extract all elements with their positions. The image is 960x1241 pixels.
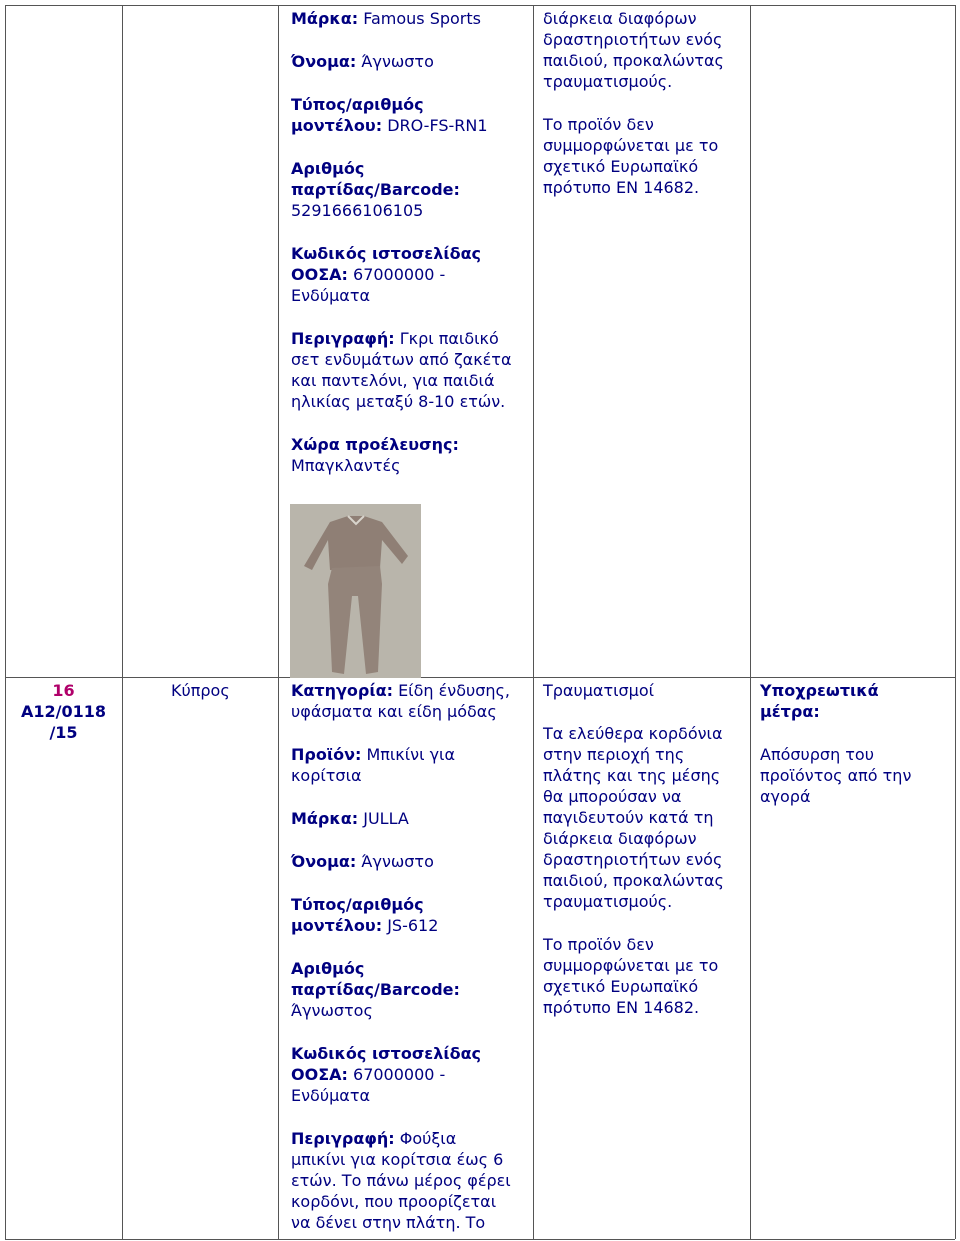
table-border-left <box>5 5 6 1239</box>
nonconformity-line: σχετικό Ευρωπαϊκό <box>543 977 699 996</box>
row2-country <box>171 680 271 701</box>
alert-number: 16 <box>52 681 75 700</box>
risk-line: δραστηριοτήτων ενός <box>543 30 723 49</box>
risk-line: Τα ελεύθερα κορδόνια <box>543 724 723 743</box>
product-photo <box>290 504 421 678</box>
table-row-divider <box>5 677 955 678</box>
table-column-divider <box>122 5 123 1239</box>
row2-product-details: Κατηγορία: Είδη ένδυσης, υφάσματα και είδη μόδας Προϊόν: Μπικίνι για κορίτσια Μάρκα: JULLA Όνομα: Άγνωστο Τύπος/αριθμός μοντέλου: JS-612 Αριθμός παρτίδας/Barcode: Άγνωστος Κωδικός ιστοσελίδας ΟΟΣΑ: 67000000 - Ενδύματα Περιγραφή: Φούξια μπικίνι για κορίτσια έως 6 ετών. Το πάνω μέρος φέρει κορδόνι, που προορίζεται να δένει στην πλάτη. Το <box>291 681 511 1232</box>
measures-label: μέτρα: <box>760 702 820 721</box>
measures-line: προϊόντος από την <box>760 766 912 785</box>
risk-line: θα μπορούσαν να <box>543 787 682 806</box>
row1-risk <box>543 8 743 198</box>
table-column-divider <box>750 5 751 1239</box>
table-column-divider <box>278 5 279 1239</box>
alert-reference: /15 <box>49 723 78 742</box>
risk-line: παιδιού, προκαλώντας <box>543 51 724 70</box>
alert-reference: A12/0118 <box>20 702 107 721</box>
clothing-set-image <box>290 504 421 678</box>
row1-product-details: Μάρκα: Famous Sports Όνομα: Άγνωστο Τύπος/αριθμός μοντέλου: DRO-FS-RN1 Αριθμός παρτίδας/Barcode: 5291666106105 Κωδικός ιστοσελίδας ΟΟΣΑ: 67000000 - Ενδύματα Περιγραφή: Γκρι παιδικό σετ ενδυμάτων από ζακέτα και παντελόνι, για παιδιά ηλικίας μεταξύ 8-10 ετών. Χώρα προέλευσης: Μπαγκλαντές <box>291 9 512 475</box>
row2-measures <box>760 680 950 807</box>
measures-label: Υποχρεωτικά <box>760 681 879 700</box>
row2-risk <box>543 680 743 1018</box>
nonconformity-line: συμμορφώνεται με το <box>543 136 719 155</box>
measures-line: αγορά <box>760 787 811 806</box>
notifying-country: Κύπρος <box>171 681 230 700</box>
nonconformity-line: Το προϊόν δεν <box>543 935 654 954</box>
nonconformity-line: πρότυπο EN 14682. <box>543 998 700 1017</box>
table-border-bottom <box>5 1239 955 1240</box>
risk-line: παγιδευτούν κατά τη <box>543 808 714 827</box>
measures-line: Απόσυρση του <box>760 745 874 764</box>
risk-line: πλάτης και της μέσης <box>543 766 721 785</box>
table-border-top <box>5 5 955 6</box>
nonconformity-line: πρότυπο EN 14682. <box>543 178 700 197</box>
table-border-right <box>955 5 956 1239</box>
row2-alert-number <box>8 680 119 743</box>
risk-line: παιδιού, προκαλώντας <box>543 871 724 890</box>
nonconformity-line: συμμορφώνεται με το <box>543 956 719 975</box>
risk-line: στην περιοχή της <box>543 745 685 764</box>
nonconformity-line: σχετικό Ευρωπαϊκό <box>543 157 699 176</box>
risk-type: Τραυματισμοί <box>543 681 655 700</box>
risk-line: δραστηριοτήτων ενός <box>543 850 723 869</box>
risk-line: τραυματισμούς. <box>543 72 673 91</box>
table-column-divider <box>533 5 534 1239</box>
risk-line: διάρκεια διαφόρων <box>543 829 697 848</box>
nonconformity-line: Το προϊόν δεν <box>543 115 654 134</box>
risk-line: διάρκεια διαφόρων <box>543 9 697 28</box>
risk-line: τραυματισμούς. <box>543 892 673 911</box>
